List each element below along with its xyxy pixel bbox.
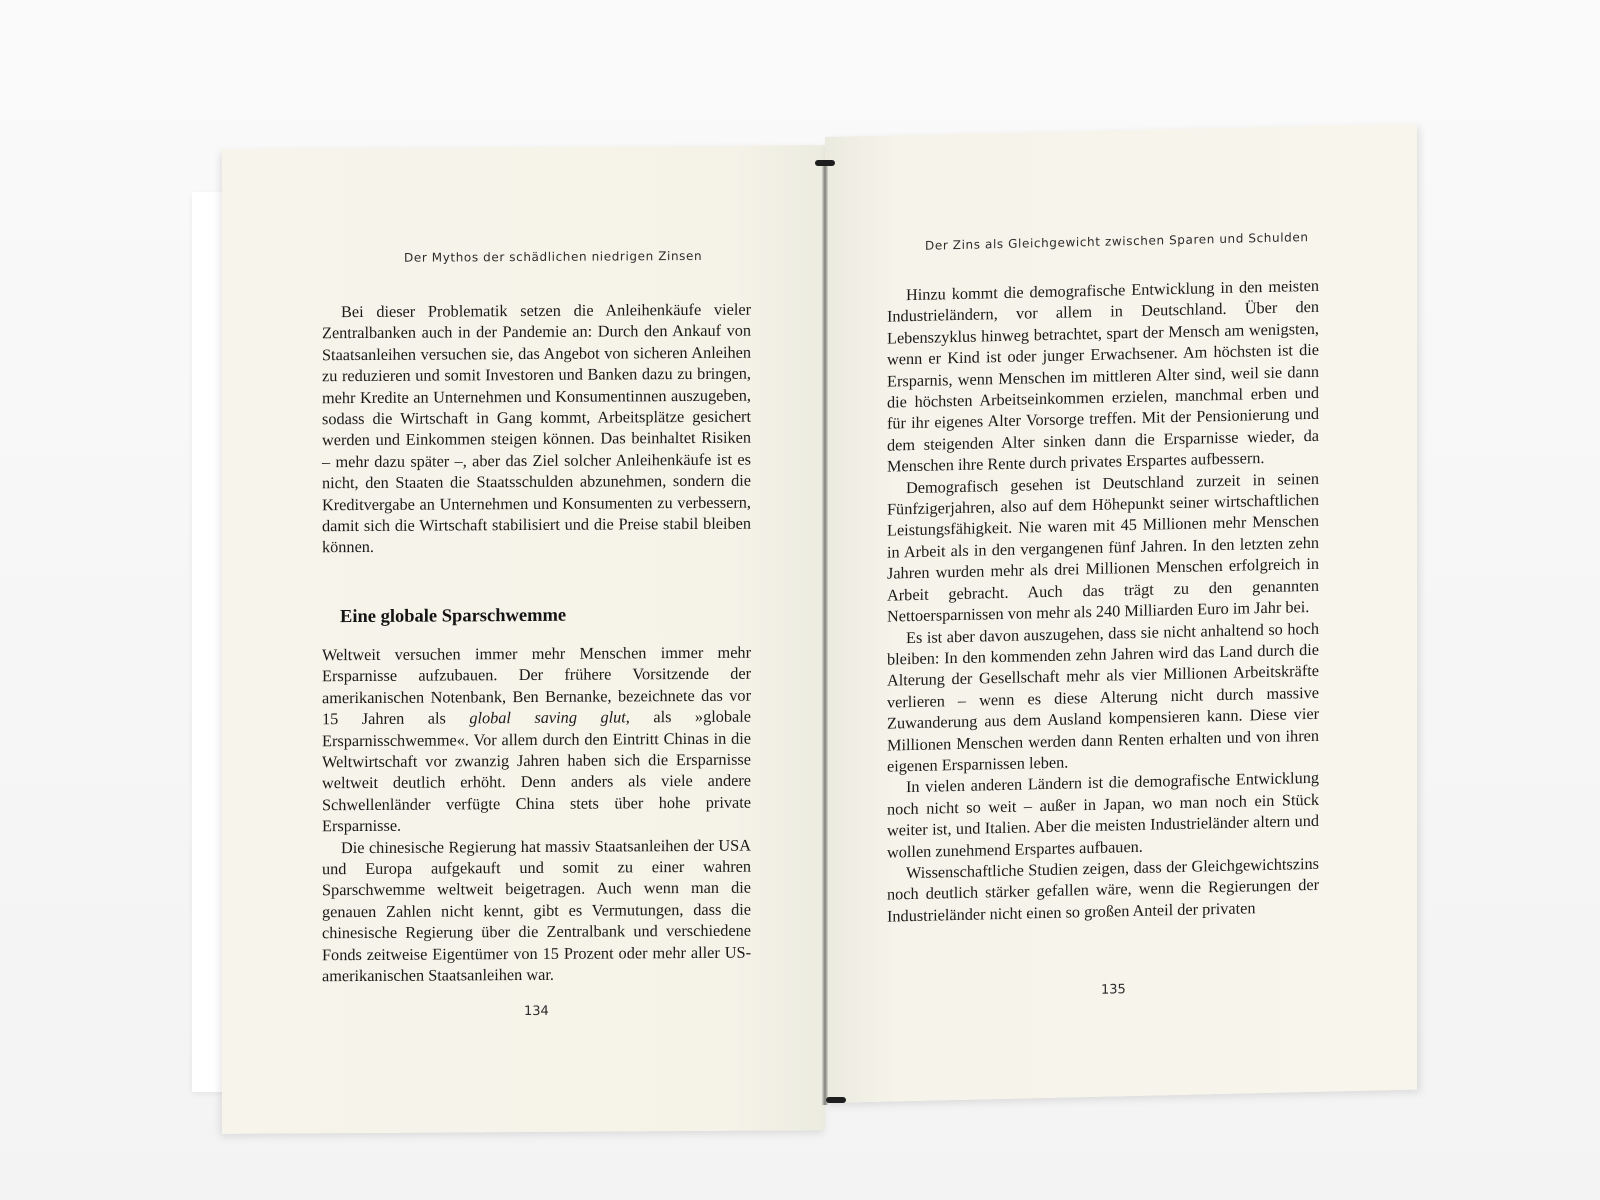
left-body-top <box>322 299 751 558</box>
left-paragraph-sparschwemme <box>322 642 751 837</box>
left-paragraph-china: Die chinesische Regierung hat massiv Staatsanleihen der USA und Europa aufgekauft und somit zu einer wahren Sparschwemme weltweit beigetragen. Auch wenn man die genauen Zahlen nicht kennt, gibt es Vermutungen, dass die chinesische Regierung über die Zentralbank und verschiedene Fonds zeitweise Eigentümer von 15 Prozent oder mehr aller US-amerikanischen Staatsanleihen war. <box>322 835 751 986</box>
right-paragraph-demografie: Hinzu kommt die demografische Entwicklung in den meisten Industrieländern, vor allem in Deutschland. Über den Lebenszyklus hinweg betrachtet, spart der Mensch am wenigsten, wenn er Kind ist oder junger Erwachsener. Am höchsten ist die Ersparnis, wenn Menschen im mittleren Alter sind, weil sie dann die höchsten Arbeitseinkommen erzielen, manchmal erben und für ihr eigenes Alter Vorsorge treffen. Mit der Pensionierung und dem steigenden Alter sinken dann die Ersparnisse wieder, da Menschen ihre Rente durch privates Erspartes aufbessern. <box>887 275 1319 476</box>
right-paragraph-deutschland: Demografisch gesehen ist Deutschland zurzeit in seinen Fünfzigerjahren, also auf dem Höhepunkt seiner wirtschaftlichen Leistungsfähigkeit. Nie waren mit 45 Millionen mehr Menschen in Arbeit als in den vergangenen fünf Jahren. In den letzten zehn Jahren wurden mehr als drei Millionen Menschen erfolgreich in Arbeit gebracht. Auch das trägt zu den genannten Nettoersparnissen von mehr als 240 Milliarden Euro im Jahr bei. <box>887 468 1319 626</box>
right-page <box>825 124 1417 1103</box>
section-heading: Eine globale Sparschwemme <box>340 605 567 628</box>
glut-text-before: Weltweit versuchen immer mehr Menschen immer mehr Ersparnisse aufzubauen. Der frühere Vorsitzende der amerikanischen Notenbank, Ben Bernanke, bezeichnete das vor 15 Jahren als <box>322 642 751 729</box>
left-page <box>222 145 825 1134</box>
right-paragraph-laender: In vielen anderen Ländern ist die demografische Entwicklung noch nicht so weit – außer in Japan, wo man noch ein Stück weiter ist, und Italien. Aber die meisten Industrieländer altern und wollen zunehmend Erspartes aufbauen. <box>887 768 1319 862</box>
spine-headband-bottom <box>826 1097 846 1103</box>
book-spine <box>822 160 828 1105</box>
left-body-bottom <box>322 642 751 987</box>
left-paragraph-problematik: Bei dieser Problematik setzen die Anleihenkäufe vieler Zentralbanken auch in der Pandemie an: Durch den Ankauf von Staatsanleihen versuchen sie, das Angebot von sicheren Anleihen zu reduzieren und somit Investoren und Banken dazu zu bringen, mehr Kredite an Unternehmen und Konsumentinnen auszugeben, sodass die Wirtschaft in Gang kommt, Arbeitsplätze gesichert werden und Einkommen steigen können. Das beinhaltet Risiken – mehr dazu später –, aber das Ziel solcher Anleihenkäufe ist es nicht, den Staaten die Staatsschulden abzunehmen, sondern die Kreditvergabe an Unternehmen und Konsumenten zu verbessern, damit sich die Wirtschaft stabilisiert und die Preise stabil bleiben können. <box>322 299 751 557</box>
right-paragraph-studien: Wissenschaftliche Studien zeigen, dass der Gleichgewichtszins noch deutlich stärker gefallen wäre, wenn die Regierungen der Industrieländer nicht einen so großen Anteil der privaten <box>887 853 1319 926</box>
spine-headband-top <box>815 160 835 166</box>
glut-italic: global saving glut <box>469 707 626 728</box>
left-running-head: Der Mythos der schädlichen niedrigen Zinsen <box>404 248 703 265</box>
right-running-head: Der Zins als Gleichgewicht zwischen Sparen und Schulden <box>925 230 1309 253</box>
right-page-number: 135 <box>1101 982 1126 998</box>
right-paragraph-alterung: Es ist aber davon auszugehen, dass sie nicht anhaltend so hoch bleiben: In den kommenden zehn Jahren wird das Land durch die Alterung der Gesellschaft mehr als vier Millionen Arbeitskräfte verlieren – wenn es diese Alterung nicht durch massive Zuwanderung aus dem Ausland kompensieren kann. Diese vier Millionen Menschen werden dann Renten erhalten und von ihren eigenen Ersparnissen leben. <box>887 618 1319 776</box>
left-page-number: 134 <box>524 1003 549 1019</box>
right-body <box>887 275 1319 927</box>
glut-text-after: , als »globale Ersparnisschwemme«. Vor allem durch den Eintritt Chinas in die Weltwirtschaft vor zwanzig Jahren haben sich die Ersparnisse weltweit deutlich erhöht. Denn anders als viele andere Schwellenländer verfügte China stets über hohe private Ersparnisse. <box>322 706 751 836</box>
